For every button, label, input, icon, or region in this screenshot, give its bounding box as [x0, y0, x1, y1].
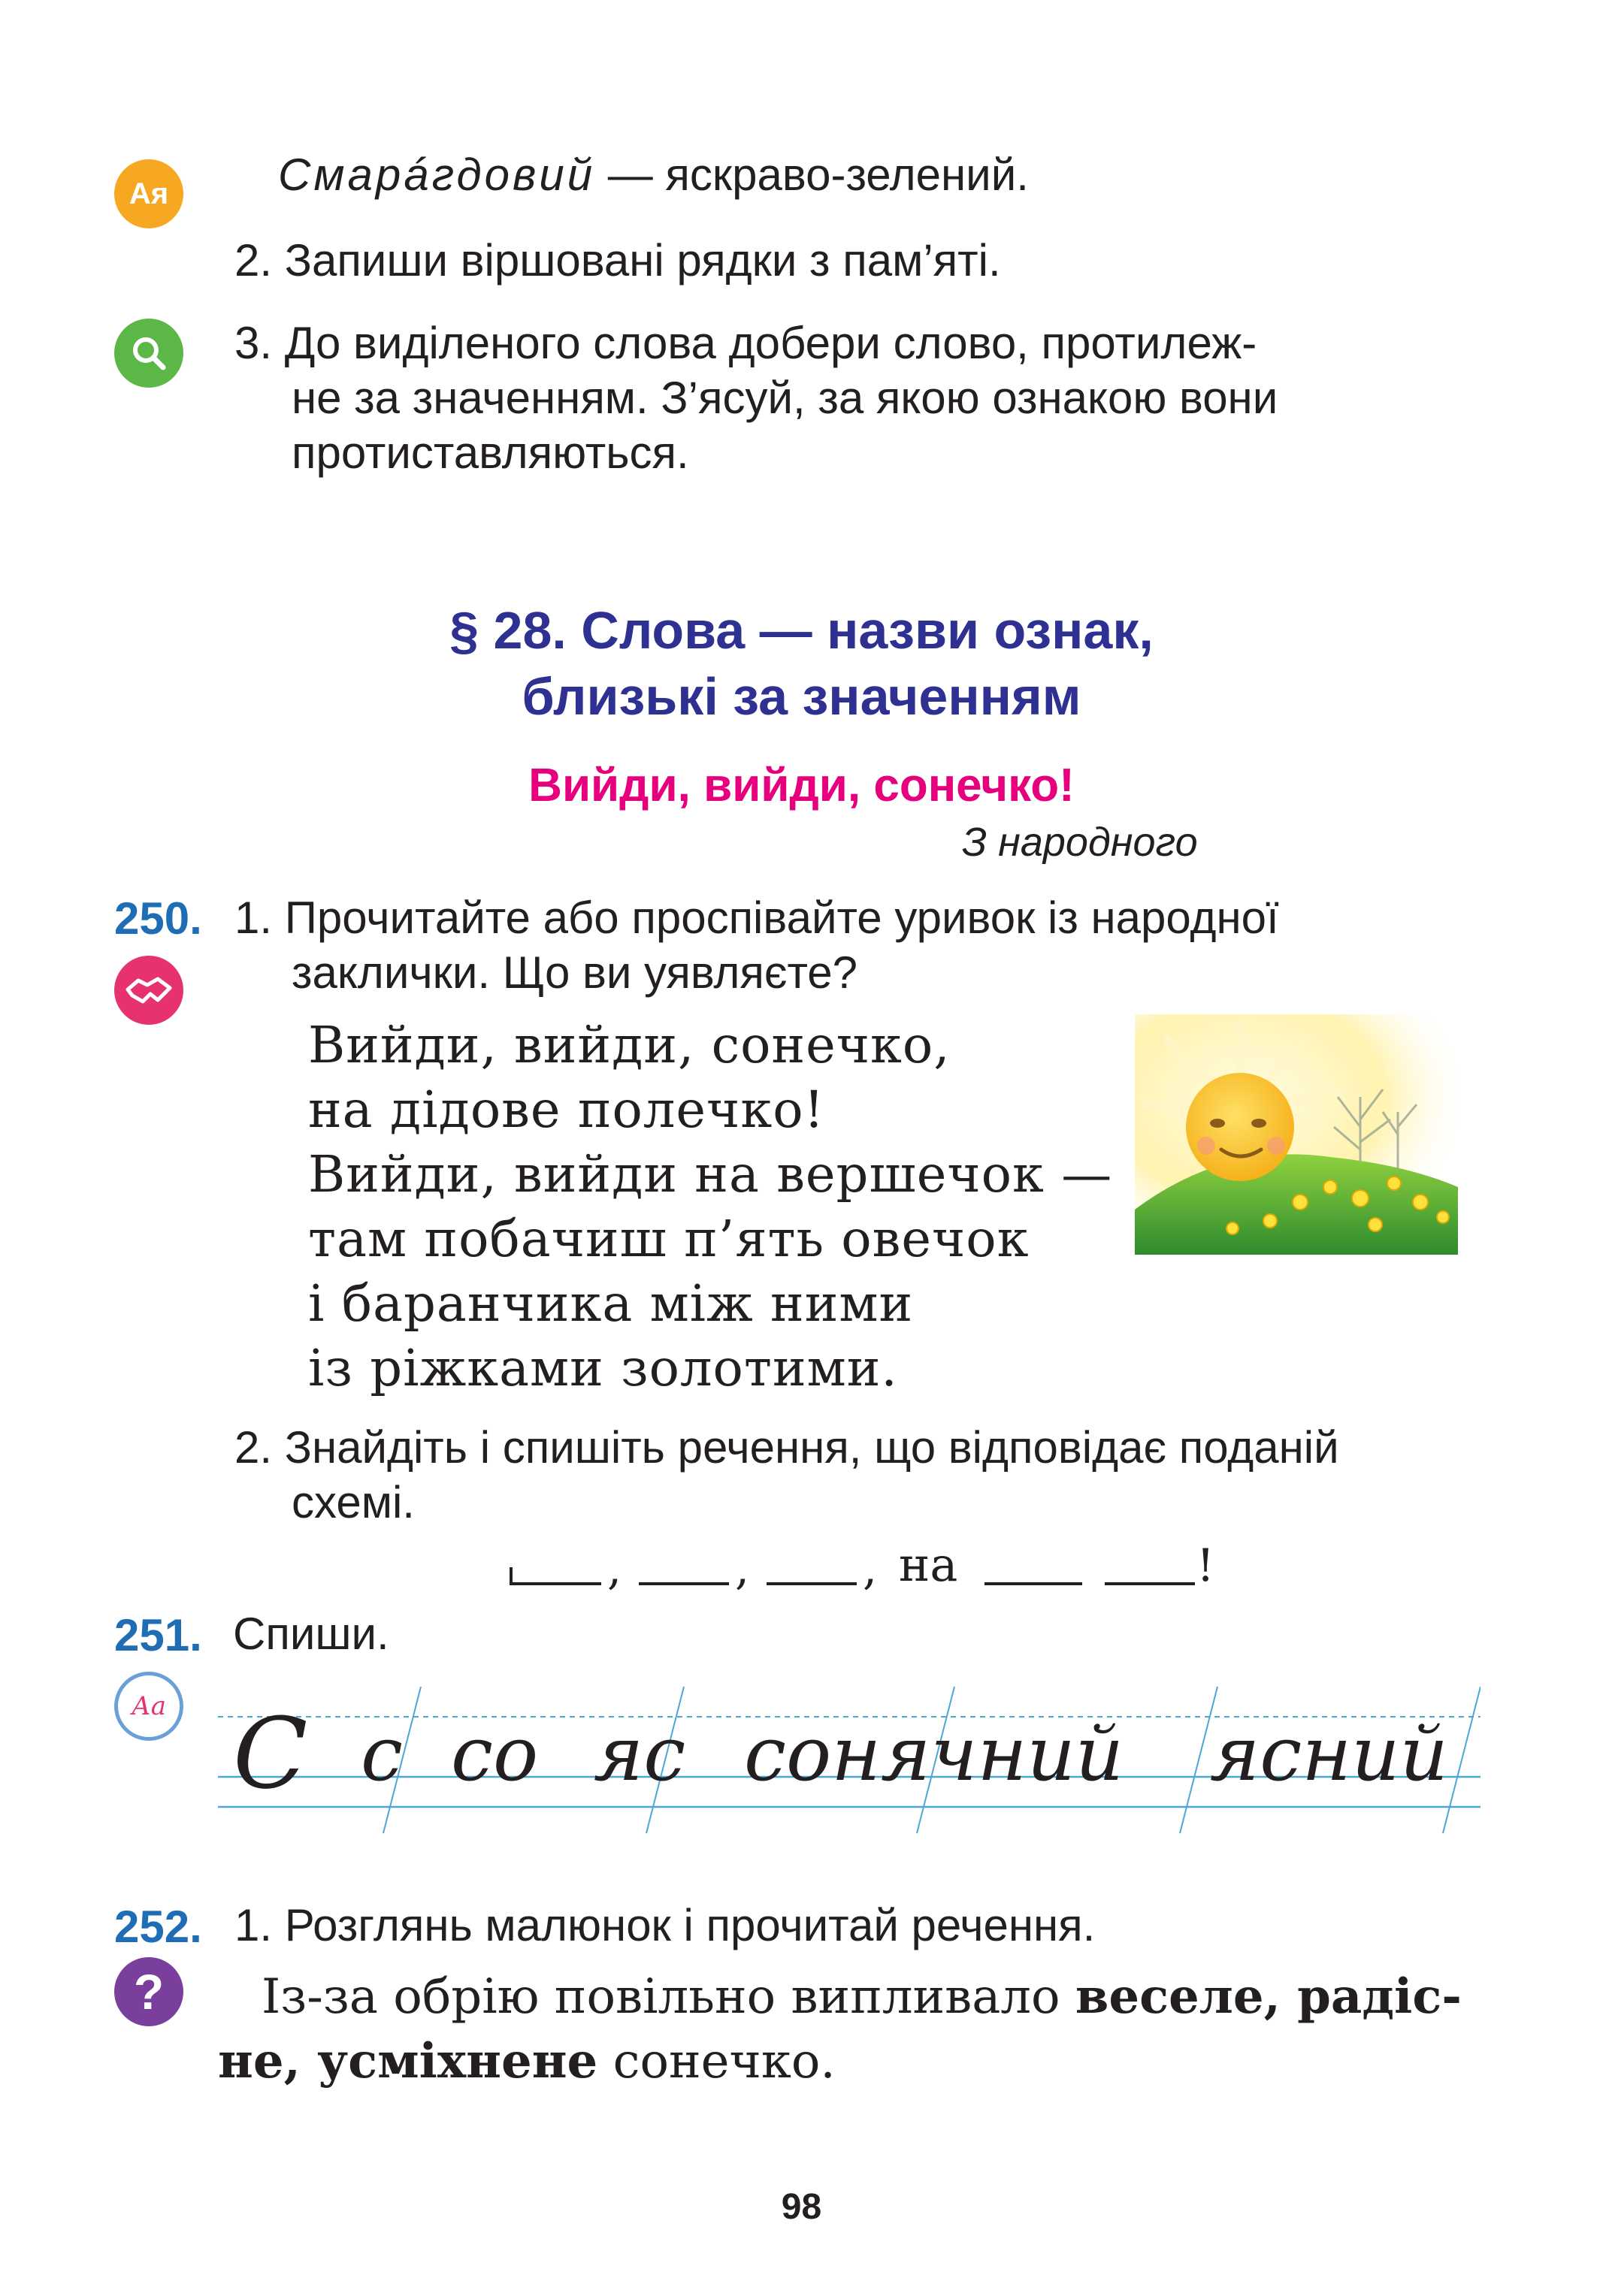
definition-dash: —	[607, 150, 653, 200]
exercise-252-task: 1. Розглянь малюнок і прочитай речення.	[234, 1900, 1096, 1950]
svg-text:,: ,	[607, 1542, 622, 1595]
exercise-250-task-1	[234, 890, 1279, 1000]
poem-line: і баранчика між ними	[308, 1274, 914, 1333]
sentence-bold-1: веселе, радіс-	[1075, 1968, 1462, 2025]
poem-line: із ріжками золотими.	[308, 1339, 898, 1397]
section-heading-line-2: близькі за значенням	[522, 667, 1081, 726]
task-3-line-2: не за значенням. З’ясуй, за якою ознакою вони	[292, 373, 1278, 423]
handshake-icon	[114, 956, 183, 1025]
exercise-250-task-2-line-2: схемі.	[292, 1477, 415, 1527]
handwriting-word: сонячний	[744, 1710, 1124, 1798]
question-icon-label: ?	[133, 1964, 165, 2020]
handwriting-word: ясний	[1210, 1710, 1448, 1798]
vocabulary-icon-label: Ая	[129, 177, 169, 210]
exercise-250-task-1-line-2: заклички. Що ви уявляєте?	[292, 947, 858, 998]
handwriting-word: яс	[594, 1710, 686, 1798]
definition-meaning: яскраво-зелений.	[665, 150, 1029, 200]
exercise-250-task-1-line-1: 1. Прочитайте або проспівайте уривок із народної	[234, 893, 1279, 943]
exercise-250-task-2-line-1: 2. Знайдіть і спишіть речення, що відповідає поданій	[234, 1422, 1339, 1473]
definition-line	[278, 147, 1029, 202]
magnifier-glyph	[127, 331, 171, 375]
handwriting-word: С	[233, 1696, 308, 1811]
task-2: 2. Запиши віршовані рядки з пам’яті.	[234, 235, 1001, 285]
section-heading-line-1: § 28. Слова — назви ознак,	[449, 601, 1154, 660]
sentence-line-2	[218, 2029, 1496, 2094]
exercise-250-task-2	[234, 1420, 1339, 1530]
handwriting-word: с	[361, 1710, 404, 1798]
scheme-word: на	[899, 1537, 958, 1592]
svg-text:!: !	[1196, 1539, 1215, 1592]
poem-line: Вийди, вийди на вершечок —	[308, 1145, 1113, 1204]
song-source: З народного	[962, 820, 1198, 865]
handwriting-sample	[225, 1696, 1488, 1811]
scheme-lines	[504, 1537, 1225, 1597]
task-3-line-1: 3. До виділеного слова добери слово, протилеж-	[234, 318, 1257, 368]
definition-term: Смарáгдовий	[278, 150, 596, 200]
poem-line: на дідове полечко!	[308, 1080, 825, 1139]
sentence-bold-2: не, усміхнене	[218, 2033, 598, 2089]
writing-icon	[114, 1672, 183, 1741]
poem	[308, 1013, 1112, 1400]
question-icon	[114, 1957, 183, 2026]
sun-meadow-illustration	[1135, 1014, 1458, 1255]
song-title: Вийди, вийди, сонечко!	[528, 760, 1075, 811]
exercise-251-task: Спиши.	[233, 1609, 389, 1659]
sentence-plain-1: Із-за обрію повільно випливало	[262, 1969, 1075, 2025]
exercise-250-number: 250.	[114, 893, 202, 944]
handwriting-word: со	[451, 1710, 539, 1798]
poem-line: Вийди, вийди, сонечко,	[308, 1016, 951, 1074]
task-3	[234, 316, 1474, 480]
exercise-252-sentence	[218, 1965, 1496, 2094]
poem-line: там побачиш п’ять овечок	[308, 1210, 1030, 1268]
sentence-line-1	[218, 1965, 1496, 2029]
svg-text:,: ,	[735, 1542, 750, 1595]
handshake-glyph	[125, 971, 173, 1009]
vocabulary-icon	[114, 159, 183, 228]
task-3-line-3: протиставляються.	[292, 427, 689, 478]
page-number: 98	[781, 2187, 822, 2227]
sentence-plain-2: сонечко.	[597, 2034, 836, 2089]
writing-icon-label: Аа	[131, 1691, 167, 1721]
section-heading	[0, 597, 1603, 730]
sentence-scheme	[504, 1537, 1225, 1597]
magnifier-icon	[114, 319, 183, 388]
exercise-251-number: 251.	[114, 1610, 202, 1660]
exercise-252-number: 252.	[114, 1902, 202, 1952]
svg-text:,: ,	[863, 1542, 878, 1595]
